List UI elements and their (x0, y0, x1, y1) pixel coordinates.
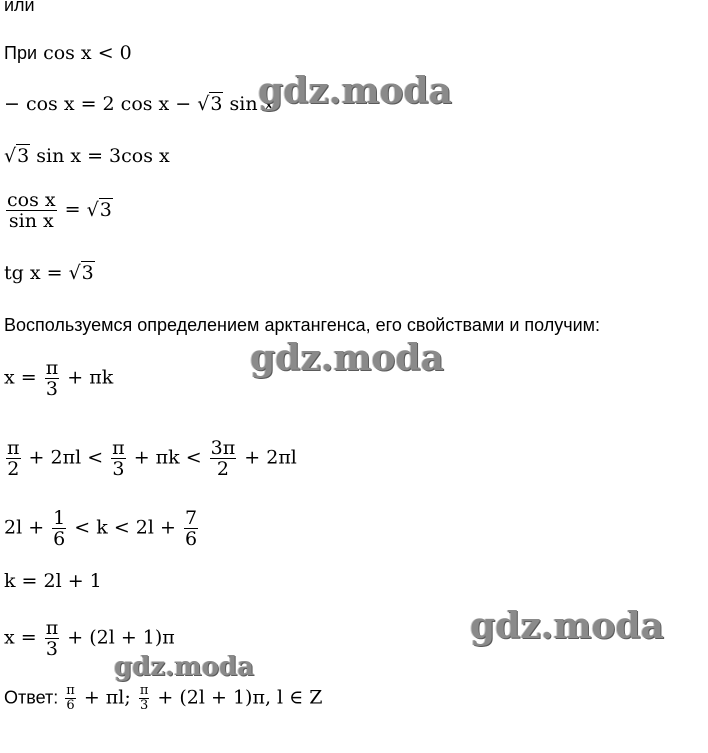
fraction-denominator: 3 (45, 638, 59, 660)
or-text: или (4, 0, 35, 15)
line-inequality-1 (4, 438, 297, 479)
watermark-logo: gdz.moda (470, 605, 664, 647)
solution-lhs: x = (4, 366, 43, 389)
answer-label: Ответ: (4, 687, 64, 708)
equals-sign: = (58, 198, 87, 221)
fraction-denominator: 2 (7, 458, 20, 480)
tangent-expression: tg x = (4, 262, 69, 284)
line-explanation (4, 314, 600, 336)
fraction-denominator: 6 (184, 528, 198, 550)
equation-1-part-b: sin x (223, 93, 275, 115)
fraction-numerator: π (139, 683, 149, 698)
fraction-7-6 (184, 508, 198, 549)
answer-mid: + πl; (77, 686, 137, 709)
line-or (4, 0, 35, 16)
line-fraction-equation (4, 190, 113, 231)
fraction-pi-2 (6, 438, 21, 479)
sqrt-symbol: √3 (197, 93, 223, 115)
inequality-1-mid-b: + πk < (127, 446, 208, 469)
watermark-logo: gdz.moda (258, 70, 452, 112)
fraction-denominator: sin x (8, 210, 54, 232)
sqrt-symbol: √3 (68, 262, 94, 284)
fraction-pi-6 (65, 684, 76, 713)
line-inequality-2 (4, 508, 200, 549)
fraction-1-6 (52, 508, 66, 549)
explanation-text: Воспользуемся определением арктангенса, его свойствами и получим: (4, 315, 601, 335)
line-answer (4, 684, 322, 713)
line-k-value (4, 570, 102, 592)
inequality-1-end: + 2πl (238, 446, 297, 469)
solution-rhs: + πk (61, 366, 114, 389)
fraction-denominator: 3 (45, 378, 59, 400)
fraction-pi-3 (111, 438, 126, 479)
fraction-numerator: π (112, 437, 125, 459)
sqrt-radicand: 3 (210, 93, 223, 115)
fraction-pi-3 (45, 618, 60, 659)
inequality-1-mid-a: + 2πl < (22, 446, 110, 469)
condition-expression: cos x < 0 (43, 42, 132, 64)
fraction-3pi-2 (210, 438, 237, 479)
fraction-numerator: 3π (210, 437, 236, 459)
fraction-pi-3 (45, 358, 60, 399)
fraction-denominator: 3 (139, 698, 149, 713)
answer-end: + (2l + 1)π, l ∈ Z (151, 686, 323, 709)
watermark-logo: gdz.moda (250, 337, 444, 379)
fraction-denominator: 3 (112, 458, 125, 480)
fraction-pi-3 (139, 684, 150, 713)
fraction-numerator: cos x (7, 189, 56, 211)
equation-2-expression: sin x = 3cos x (30, 145, 170, 167)
fraction-numerator: π (45, 357, 59, 379)
sqrt-radicand: 3 (99, 198, 112, 221)
condition-label: При (4, 43, 38, 63)
fraction-denominator: 2 (216, 458, 229, 480)
fraction-cos-sin (6, 190, 57, 231)
final-x-rhs: + (2l + 1)π (61, 626, 175, 649)
sqrt-radicand: 3 (81, 262, 94, 284)
sqrt-symbol: √3 (86, 198, 112, 221)
watermark-logo: gdz.moda (114, 652, 255, 682)
fraction-numerator: 7 (184, 507, 198, 529)
fraction-numerator: π (66, 683, 75, 698)
line-equation-2 (4, 145, 170, 167)
inequality-2-part-a: 2l + (4, 516, 51, 539)
fraction-denominator: 6 (66, 698, 75, 713)
line-equation-1 (4, 93, 274, 115)
line-general-solution (4, 358, 113, 399)
fraction-denominator: 6 (53, 528, 66, 550)
line-condition (4, 42, 132, 64)
equation-1-part-a: − cos x = 2 cos x − (4, 93, 198, 115)
sqrt-symbol: √3 (4, 145, 30, 167)
k-expression: k = 2l + 1 (4, 570, 102, 592)
final-x-lhs: x = (4, 626, 43, 649)
sqrt-radicand: 3 (17, 145, 30, 167)
inequality-2-part-b: < k < 2l + (68, 516, 182, 539)
fraction-numerator: 1 (53, 507, 66, 529)
fraction-numerator: π (7, 437, 20, 459)
line-tangent (4, 262, 95, 284)
fraction-numerator: π (45, 617, 59, 639)
